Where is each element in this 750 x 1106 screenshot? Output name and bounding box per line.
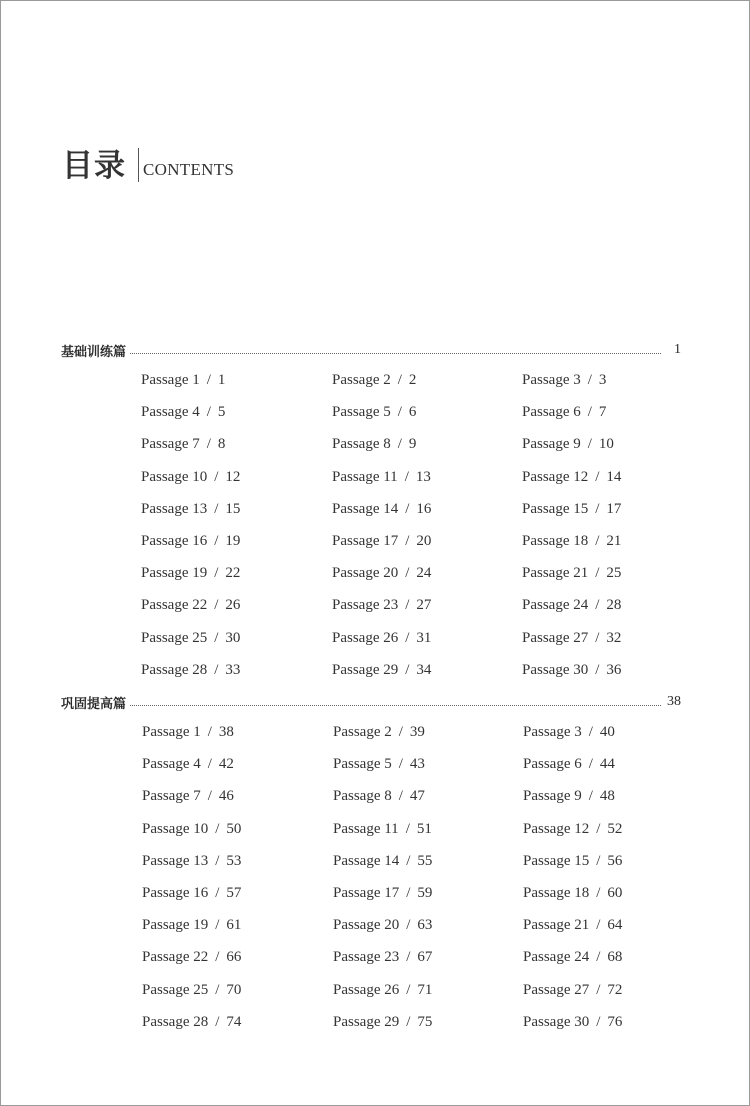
toc-entry[interactable]	[523, 851, 622, 871]
entry-label: Passage 16	[142, 885, 209, 901]
section-page-number: 38	[667, 694, 681, 709]
entry-separator: /	[588, 788, 593, 805]
entry-label: Passage 5	[332, 404, 391, 421]
entry-separator: /	[215, 1013, 220, 1030]
entry-page-number: 6	[408, 404, 417, 421]
toc-entry[interactable]	[332, 434, 416, 454]
entry-label: Passage 18	[523, 885, 590, 901]
entry-label: Passage 15	[523, 852, 590, 869]
entry-label: Passage 25	[141, 629, 208, 646]
entry-page-number: 44	[599, 756, 615, 773]
entry-page-number: 67	[417, 949, 433, 966]
entry-separator: /	[596, 885, 601, 901]
toc-entry[interactable]	[332, 499, 431, 519]
entry-page-number: 71	[417, 981, 433, 998]
entry-label: Passage 17	[333, 885, 400, 901]
section-title: 基础训练篇	[61, 344, 127, 360]
entry-separator: /	[398, 756, 403, 773]
entry-label: Passage 3	[522, 372, 581, 388]
toc-entry[interactable]	[332, 563, 431, 583]
entry-separator: /	[595, 500, 600, 517]
entry-label: Passage 15	[522, 500, 589, 517]
toc-entry[interactable]	[141, 467, 240, 487]
toc-entry[interactable]	[141, 402, 225, 422]
entry-separator: /	[397, 436, 402, 453]
toc-entry[interactable]	[523, 883, 622, 903]
entry-separator: /	[587, 436, 592, 453]
entry-separator: /	[214, 629, 219, 646]
entry-label: Passage 17	[332, 533, 399, 549]
entry-page-number: 17	[606, 500, 622, 517]
entry-page-number: 31	[416, 629, 432, 646]
entry-label: Passage 13	[142, 852, 209, 869]
entry-separator: /	[596, 917, 601, 934]
entry-page-number: 47	[409, 788, 425, 805]
entry-label: Passage 11	[333, 820, 399, 837]
entry-label: Passage 2	[332, 372, 391, 388]
page-title-zh: 目录	[62, 148, 126, 184]
entry-separator: /	[406, 885, 411, 901]
entry-label: Passage 24	[523, 949, 590, 966]
entry-separator: /	[207, 756, 212, 773]
entry-label: Passage 20	[332, 565, 399, 582]
entry-separator: /	[595, 661, 600, 678]
entry-label: Passage 29	[332, 661, 399, 678]
entry-separator: /	[397, 404, 402, 421]
entry-page-number: 56	[607, 852, 623, 869]
entry-label: Passage 12	[522, 468, 589, 485]
toc-entry[interactable]	[523, 754, 615, 774]
entry-page-number: 42	[218, 756, 234, 773]
entry-page-number: 50	[226, 820, 242, 837]
toc-entry[interactable]	[333, 980, 432, 1000]
toc-entry[interactable]	[141, 370, 225, 390]
entry-page-number: 72	[607, 981, 623, 998]
toc-entry[interactable]	[333, 947, 432, 967]
entry-page-number: 12	[225, 468, 241, 485]
entry-label: Passage 29	[333, 1013, 400, 1030]
entry-page-number: 48	[599, 788, 615, 805]
entry-separator: /	[214, 565, 219, 582]
toc-entry[interactable]	[332, 595, 431, 615]
dot-leader	[130, 705, 661, 706]
toc-entry[interactable]	[142, 915, 241, 935]
section-heading[interactable]	[61, 692, 681, 712]
entry-label: Passage 30	[522, 661, 589, 678]
entry-page-number: 9	[408, 436, 417, 453]
entry-page-number: 66	[226, 949, 242, 966]
toc-entry[interactable]	[523, 947, 622, 967]
entry-separator: /	[405, 661, 410, 678]
entry-separator: /	[405, 597, 410, 614]
entry-separator: /	[206, 436, 211, 453]
entry-label: Passage 21	[522, 565, 589, 582]
entry-separator: /	[595, 565, 600, 582]
entry-label: Passage 1	[141, 372, 200, 388]
entry-label: Passage 25	[142, 981, 209, 998]
entry-separator: /	[215, 885, 220, 901]
toc-entry[interactable]	[522, 531, 621, 551]
entry-page-number: 76	[607, 1013, 623, 1030]
page-title-en: CONTENTS	[143, 160, 235, 179]
entry-page-number: 28	[606, 597, 622, 614]
entry-page-number: 55	[417, 852, 433, 869]
entry-separator: /	[214, 468, 219, 485]
entry-separator: /	[214, 500, 219, 517]
entry-page-number: 16	[416, 500, 432, 517]
entry-separator: /	[406, 949, 411, 966]
entry-label: Passage 8	[332, 436, 391, 453]
entry-separator: /	[215, 949, 220, 966]
entry-separator: /	[406, 981, 411, 998]
entry-page-number: 1	[217, 372, 226, 388]
entry-label: Passage 26	[332, 629, 399, 646]
toc-entry[interactable]	[332, 467, 431, 487]
entry-page-number: 20	[416, 533, 432, 549]
entry-separator: /	[587, 372, 592, 388]
toc-entry[interactable]	[333, 851, 432, 871]
entry-page-number: 59	[417, 885, 433, 901]
entry-label: Passage 27	[523, 981, 590, 998]
toc-entry[interactable]	[523, 722, 615, 742]
entry-separator: /	[406, 852, 411, 869]
entry-page-number: 43	[409, 756, 425, 773]
toc-entry[interactable]	[333, 915, 432, 935]
entry-page-number: 26	[225, 597, 241, 614]
entry-page-number: 33	[225, 661, 241, 678]
entry-page-number: 74	[226, 1013, 242, 1030]
entry-label: Passage 9	[523, 788, 582, 805]
entry-page-number: 51	[416, 820, 432, 837]
toc-entry[interactable]	[333, 819, 432, 839]
entry-label: Passage 16	[141, 533, 208, 549]
contents-header	[62, 144, 234, 186]
entry-label: Passage 7	[142, 788, 201, 805]
entry-label: Passage 28	[142, 1013, 209, 1030]
toc-entry[interactable]	[141, 628, 240, 648]
entry-separator: /	[406, 917, 411, 934]
entry-page-number: 46	[218, 788, 234, 805]
entry-page-number: 52	[607, 820, 623, 837]
entry-separator: /	[215, 820, 220, 837]
entry-label: Passage 19	[142, 917, 209, 934]
entry-label: Passage 14	[332, 500, 399, 517]
dot-leader	[130, 353, 661, 354]
entry-label: Passage 30	[523, 1013, 590, 1030]
entry-page-number: 53	[226, 852, 242, 869]
entry-page-number: 21	[606, 533, 622, 549]
entry-label: Passage 20	[333, 917, 400, 934]
entry-page-number: 5	[217, 404, 226, 421]
entry-separator: /	[596, 820, 601, 837]
entry-page-number: 15	[225, 500, 241, 517]
entry-separator: /	[595, 468, 600, 485]
entry-page-number: 32	[606, 629, 622, 646]
toc-entry[interactable]	[522, 434, 614, 454]
entry-label: Passage 4	[142, 756, 201, 773]
entry-page-number: 34	[416, 661, 432, 678]
toc-entry[interactable]	[523, 915, 622, 935]
entry-page-number: 24	[416, 565, 432, 582]
entry-label: Passage 13	[141, 500, 208, 517]
entry-label: Passage 22	[141, 597, 208, 614]
entry-separator: /	[595, 597, 600, 614]
entry-separator: /	[588, 756, 593, 773]
entry-label: Passage 7	[141, 436, 200, 453]
toc-entry[interactable]	[333, 1012, 432, 1032]
entry-separator: /	[215, 981, 220, 998]
toc-entry[interactable]	[142, 883, 241, 903]
toc-entry[interactable]	[332, 402, 416, 422]
toc-entry[interactable]	[141, 434, 225, 454]
toc-entry[interactable]	[141, 531, 240, 551]
section-page-number: 1	[674, 342, 681, 357]
entry-page-number: 63	[417, 917, 433, 934]
entry-label: Passage 6	[523, 756, 582, 773]
entry-separator: /	[595, 629, 600, 646]
entry-separator: /	[206, 404, 211, 421]
toc-entry[interactable]	[522, 563, 621, 583]
entry-label: Passage 26	[333, 981, 400, 998]
entry-page-number: 57	[226, 885, 242, 901]
entry-separator: /	[398, 724, 403, 740]
entry-page-number: 61	[226, 917, 242, 934]
section-title: 巩固提高篇	[61, 696, 127, 712]
toc-entry[interactable]	[141, 499, 240, 519]
entry-page-number: 38	[218, 724, 234, 740]
entry-page-number: 68	[607, 949, 623, 966]
entry-page-number: 8	[217, 436, 226, 453]
entry-label: Passage 22	[142, 949, 209, 966]
entry-separator: /	[404, 468, 409, 485]
toc-entry[interactable]	[141, 563, 240, 583]
entry-label: Passage 19	[141, 565, 208, 582]
entry-page-number: 3	[598, 372, 607, 388]
entry-label: Passage 3	[523, 724, 582, 740]
toc-entry[interactable]	[142, 786, 234, 806]
entry-page-number: 13	[415, 468, 431, 485]
entry-label: Passage 12	[523, 820, 590, 837]
toc-entry[interactable]	[522, 499, 621, 519]
section-heading[interactable]	[61, 340, 681, 360]
entry-separator: /	[207, 788, 212, 805]
toc-entry[interactable]	[523, 1012, 622, 1032]
entry-label: Passage 27	[522, 629, 589, 646]
toc-entry[interactable]	[522, 628, 621, 648]
entry-separator: /	[215, 917, 220, 934]
entry-label: Passage 8	[333, 788, 392, 805]
entry-page-number: 22	[225, 565, 241, 582]
entry-label: Passage 1	[142, 724, 201, 740]
toc-entry[interactable]	[141, 595, 240, 615]
entry-label: Passage 10	[142, 820, 209, 837]
entry-separator: /	[214, 533, 219, 549]
entry-separator: /	[214, 661, 219, 678]
toc-entry[interactable]	[523, 786, 615, 806]
entry-separator: /	[397, 372, 402, 388]
entry-label: Passage 6	[522, 404, 581, 421]
entry-separator: /	[596, 981, 601, 998]
entry-page-number: 40	[599, 724, 615, 740]
entry-label: Passage 18	[522, 533, 589, 549]
entry-label: Passage 10	[141, 468, 208, 485]
toc-entry[interactable]	[142, 851, 241, 871]
toc-entry[interactable]	[142, 722, 234, 742]
entry-separator: /	[406, 1013, 411, 1030]
toc-entry[interactable]	[332, 531, 431, 551]
entry-page-number: 2	[408, 372, 417, 388]
entry-separator: /	[405, 500, 410, 517]
toc-entry[interactable]	[142, 819, 241, 839]
toc-entry[interactable]	[522, 595, 621, 615]
toc-entry[interactable]	[332, 370, 416, 390]
toc-entry[interactable]	[333, 722, 425, 742]
toc-entry[interactable]	[333, 883, 432, 903]
entry-label: Passage 11	[332, 468, 398, 485]
entry-page-number: 19	[225, 533, 241, 549]
toc-entry[interactable]	[142, 754, 234, 774]
entry-label: Passage 5	[333, 756, 392, 773]
entry-separator: /	[595, 533, 600, 549]
toc-entry[interactable]	[522, 467, 621, 487]
entry-label: Passage 24	[522, 597, 589, 614]
entry-separator: /	[405, 533, 410, 549]
entry-page-number: 60	[607, 885, 623, 901]
toc-entry[interactable]	[142, 980, 241, 1000]
toc-entry[interactable]	[332, 628, 431, 648]
entry-separator: /	[596, 949, 601, 966]
entry-separator: /	[405, 820, 410, 837]
entry-separator: /	[215, 852, 220, 869]
toc-entry[interactable]	[522, 660, 621, 680]
toc-entry[interactable]	[333, 754, 425, 774]
entry-page-number: 75	[417, 1013, 433, 1030]
entry-page-number: 30	[225, 629, 241, 646]
toc-entry[interactable]	[332, 660, 431, 680]
entry-separator: /	[596, 852, 601, 869]
entry-separator: /	[405, 565, 410, 582]
entry-separator: /	[206, 372, 211, 388]
entry-label: Passage 9	[522, 436, 581, 453]
entry-page-number: 64	[607, 917, 623, 934]
toc-entry[interactable]	[523, 819, 622, 839]
toc-entry[interactable]	[141, 660, 240, 680]
entry-separator: /	[596, 1013, 601, 1030]
entry-label: Passage 23	[333, 949, 400, 966]
entry-separator: /	[587, 404, 592, 421]
toc-entry[interactable]	[142, 947, 241, 967]
entry-page-number: 39	[409, 724, 425, 740]
entry-page-number: 25	[606, 565, 622, 582]
entry-separator: /	[214, 597, 219, 614]
toc-entry[interactable]	[522, 402, 606, 422]
entry-separator: /	[398, 788, 403, 805]
toc-entry[interactable]	[142, 1012, 241, 1032]
toc-entry[interactable]	[522, 370, 606, 390]
entry-label: Passage 4	[141, 404, 200, 421]
entry-separator: /	[405, 629, 410, 646]
entry-page-number: 36	[606, 661, 622, 678]
entry-page-number: 10	[598, 436, 614, 453]
entry-label: Passage 28	[141, 661, 208, 678]
entry-label: Passage 14	[333, 852, 400, 869]
entry-page-number: 27	[416, 597, 432, 614]
entry-label: Passage 2	[333, 724, 392, 740]
entry-label: Passage 21	[523, 917, 590, 934]
toc-entry[interactable]	[333, 786, 425, 806]
toc-entry[interactable]	[523, 980, 622, 1000]
entry-separator: /	[207, 724, 212, 740]
entry-label: Passage 23	[332, 597, 399, 614]
title-divider	[138, 148, 139, 182]
entry-separator: /	[588, 724, 593, 740]
entry-page-number: 70	[226, 981, 242, 998]
entry-page-number: 7	[598, 404, 607, 421]
entry-page-number: 14	[606, 468, 622, 485]
